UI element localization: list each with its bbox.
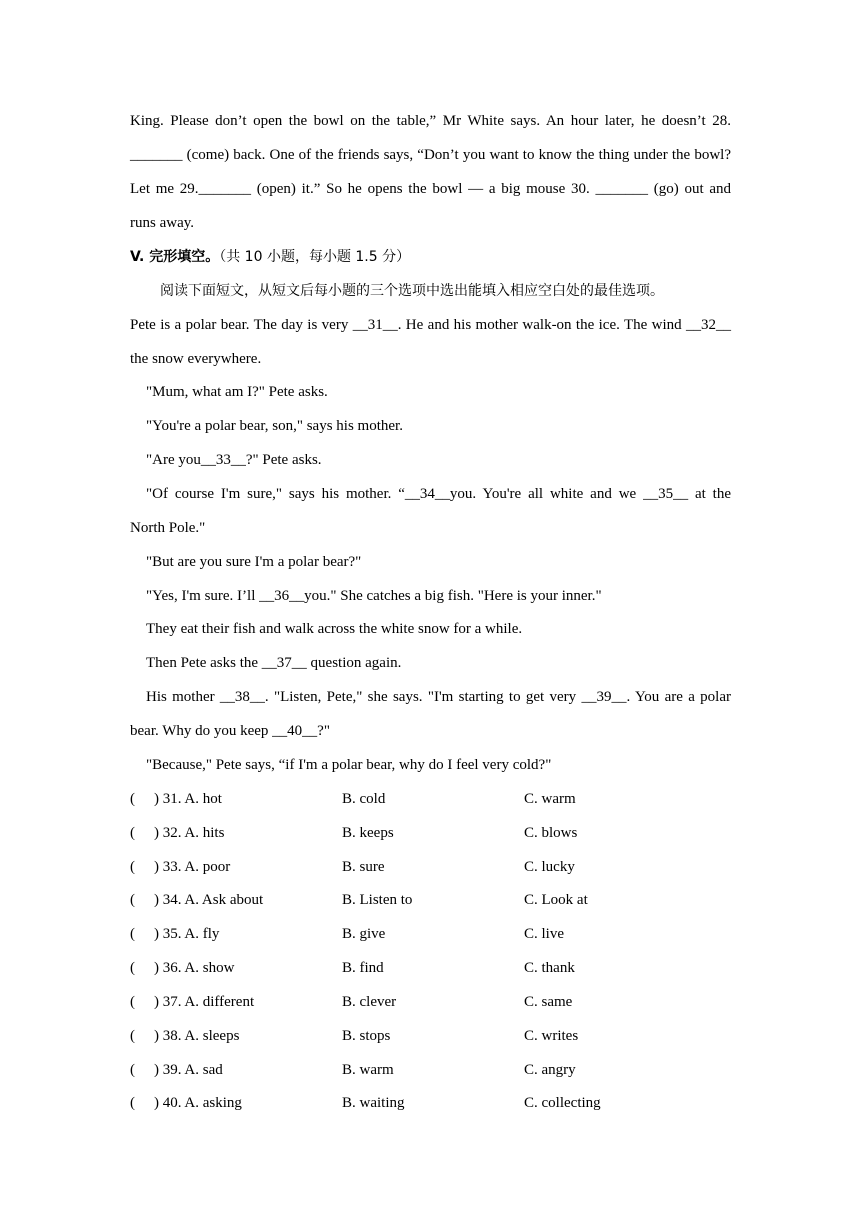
option-c: C. same [524, 994, 573, 1010]
option-c: C. Look at [524, 892, 588, 908]
passage-line: Let me 29._______ (open) it.” So he opens the bowl — a big mouse 30. _______ (go) out and [130, 181, 731, 197]
option-b: B. Listen to [342, 892, 413, 908]
story-line: "Of course I'm sure," says his mother. “__34__you. You're all white and we __35__ at the [146, 486, 731, 502]
option-a: ) 38. A. sleeps [154, 1028, 240, 1044]
story-line: "Because," Pete says, “if I'm a polar bear, why do I feel very cold?" [146, 757, 552, 773]
story-line: They eat their fish and walk across the white snow for a while. [146, 621, 523, 637]
answer-paren[interactable]: ( [130, 859, 135, 875]
option-c: C. warm [524, 791, 576, 807]
option-b: B. waiting [342, 1095, 405, 1111]
passage-line: King. Please don’t open the bowl on the table,” Mr White says. An hour later, he doesn’t 28. [130, 113, 731, 129]
story-line: "Yes, I'm sure. I’ll __36__you." She catches a big fish. "Here is your inner." [146, 588, 602, 604]
question-row [130, 883, 731, 917]
answer-paren[interactable]: ( [130, 791, 135, 807]
answer-paren[interactable]: ( [130, 994, 135, 1010]
option-b: B. stops [342, 1028, 391, 1044]
option-b: B. keeps [342, 825, 394, 841]
option-a: ) 40. A. asking [154, 1095, 242, 1111]
answer-paren[interactable]: ( [130, 1062, 135, 1078]
option-c: C. thank [524, 960, 575, 976]
question-row [130, 951, 731, 985]
question-row [130, 1086, 731, 1120]
option-a: ) 36. A. show [154, 960, 235, 976]
story-line: Pete is a polar bear. The day is very __31__. He and his mother walk-on the ice. The wind __32__ [130, 317, 731, 333]
question-row [130, 816, 731, 850]
story-line: His mother __38__. "Listen, Pete," she says. "I'm starting to get very __39__. You are a polar [146, 689, 731, 705]
answer-paren[interactable]: ( [130, 960, 135, 976]
option-a: ) 33. A. poor [154, 859, 231, 875]
option-b: B. sure [342, 859, 385, 875]
option-a: ) 34. A. Ask about [154, 892, 264, 908]
option-a: ) 37. A. different [154, 994, 255, 1010]
story-line: "Mum, what am I?" Pete asks. [146, 384, 328, 400]
story-line: Then Pete asks the __37__ question again. [146, 655, 402, 671]
option-c: C. collecting [524, 1095, 601, 1111]
option-c: C. lucky [524, 859, 575, 875]
option-b: B. find [342, 960, 384, 976]
option-c: C. writes [524, 1028, 579, 1044]
section-heading [130, 240, 731, 274]
story-line: "Are you__33__?" Pete asks. [146, 452, 322, 468]
option-c: C. blows [524, 825, 578, 841]
section-note: （共 10 小题，每小题 1.5 分） [219, 249, 411, 265]
section-title: V. 完形填空。 [130, 249, 220, 265]
option-c: C. angry [524, 1062, 576, 1078]
answer-paren[interactable]: ( [130, 926, 135, 942]
section-instruction: 阅读下面短文，从短文后每小题的三个选项中选出能填入相应空白处的最佳选项。 [160, 283, 664, 299]
answer-paren[interactable]: ( [130, 892, 135, 908]
option-c: C. live [524, 926, 564, 942]
story-line: bear. Why do you keep __40__?" [130, 723, 330, 739]
story-line: North Pole." [130, 520, 206, 536]
story-line: "You're a polar bear, son," says his mother. [146, 418, 403, 434]
option-a: ) 32. A. hits [154, 825, 225, 841]
option-a: ) 35. A. fly [154, 926, 220, 942]
question-row [130, 1019, 731, 1053]
question-row [130, 850, 731, 884]
option-b: B. cold [342, 791, 386, 807]
passage-line: _______ (come) back. One of the friends says, “Don’t you want to know the thing under the bowl? [130, 147, 731, 163]
question-row [130, 985, 731, 1019]
question-row [130, 1053, 731, 1087]
passage-line: runs away. [130, 215, 195, 231]
answer-paren[interactable]: ( [130, 1095, 135, 1111]
story-line: the snow everywhere. [130, 351, 262, 367]
story-line: "But are you sure I'm a polar bear?" [146, 554, 362, 570]
option-b: B. clever [342, 994, 397, 1010]
option-b: B. give [342, 926, 386, 942]
option-a: ) 31. A. hot [154, 791, 222, 807]
question-row [130, 917, 731, 951]
question-row [130, 782, 731, 816]
answer-paren[interactable]: ( [130, 1028, 135, 1044]
answer-paren[interactable]: ( [130, 825, 135, 841]
option-a: ) 39. A. sad [154, 1062, 223, 1078]
option-b: B. warm [342, 1062, 394, 1078]
